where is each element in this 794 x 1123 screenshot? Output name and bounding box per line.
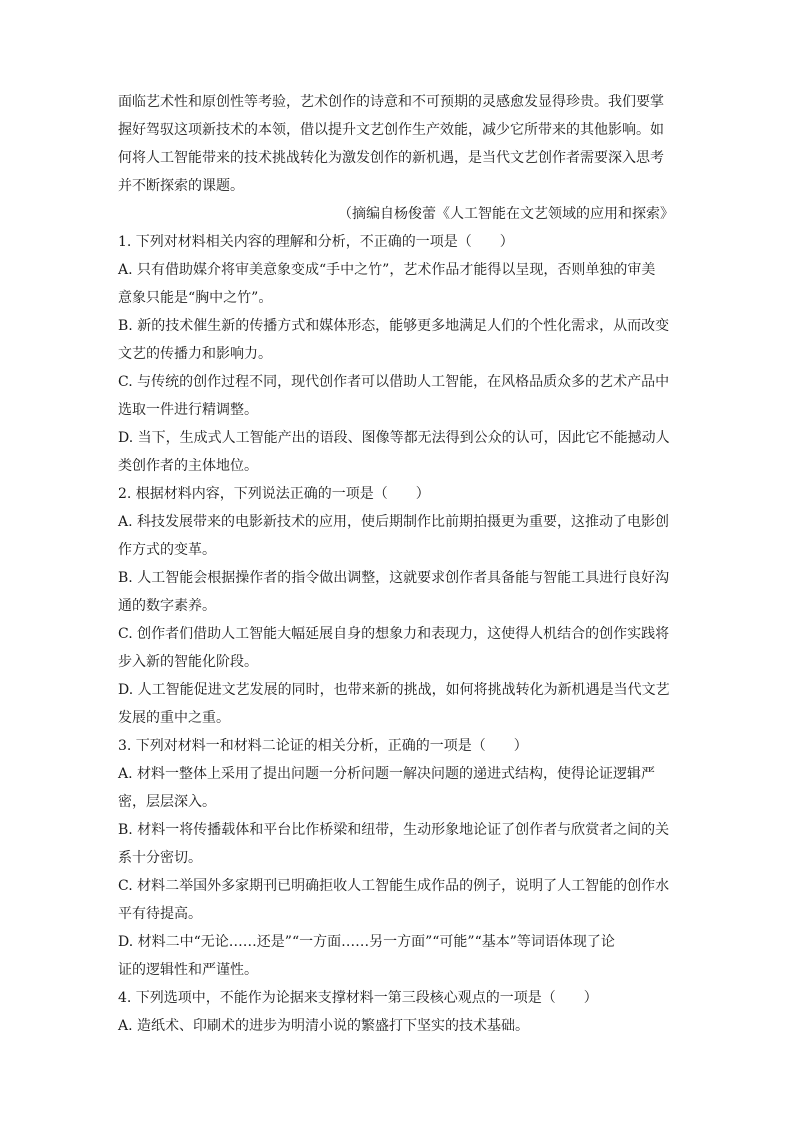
option-d: D. 人工智能促进文艺发展的同时，也带来新的挑战，如何将挑战转化为新机遇是当代文艺: [118, 682, 670, 698]
option-c-cont: 步入新的智能化阶段。: [118, 654, 258, 670]
option-a: A. 材料一整体上采用了提出问题一分析问题一解决问题的递进式结构，使得论证逻辑严: [118, 766, 656, 782]
option-d-cont: 类创作者的主体地位。: [118, 458, 258, 474]
question-stem: 4. 下列选项中，不能作为论据来支撑材料一第三段核心观点的一项是（ ）: [118, 990, 598, 1006]
option-a: A. 只有借助媒介将审美意象变成“手中之竹”，艺术作品才能得以呈现，否则单独的审美: [118, 262, 656, 278]
option-c: C. 创作者们借助人工智能大幅延展自身的想象力和表现力，这使得人机结合的创作实践将: [118, 626, 670, 642]
option-c: C. 与传统的创作过程不同，现代创作者可以借助人工智能，在风格品质众多的艺术产品中: [118, 374, 670, 390]
option-b: B. 材料一将传播载体和平台比作桥梁和纽带，生动形象地论证了创作者与欣赏者之间的关: [118, 822, 670, 838]
option-b-cont: 文艺的传播力和影响力。: [118, 346, 272, 362]
option-c-cont: 选取一件进行精调整。: [118, 402, 258, 418]
option-c: C. 材料二举国外多家期刊已明确拒收人工智能生成作品的例子，说明了人工智能的创作水: [118, 878, 670, 894]
intro-paragraph: [118, 88, 674, 200]
question-4: [118, 984, 674, 1040]
intro-line: 握好驾驭这项新技术的本领，借以提升文艺创作生产效能，减少它所带来的其他影响。如: [118, 122, 664, 138]
question-2: [118, 480, 674, 732]
option-d-cont: 证的逻辑性和严谨性。: [118, 962, 258, 978]
question-stem: 2. 根据材料内容，下列说法正确的一项是（ ）: [118, 486, 430, 502]
option-a-cont: 作方式的变革。: [118, 542, 216, 558]
option-c-cont: 平有待提高。: [118, 906, 202, 922]
option-d: D. 当下，生成式人工智能产出的语段、图像等都无法得到公众的认可，因此它不能撼动人: [118, 430, 670, 446]
question-1: [118, 228, 674, 480]
option-b: B. 新的技术催生新的传播方式和媒体形态，能够更多地满足人们的个性化需求，从而改变: [118, 318, 670, 334]
option-a-cont: 密，层层深入。: [118, 794, 216, 810]
option-d: D. 材料二中“无论……还是”“一方面……另一方面”“可能”“基本”等词语体现了论: [118, 934, 615, 950]
option-a: A. 造纸术、印刷术的进步为明清小说的繁盛打下坚实的技术基础。: [118, 1018, 530, 1034]
intro-line: 面临艺术性和原创性等考验，艺术创作的诗意和不可预期的灵感愈发显得珍贵。我们要掌: [118, 94, 664, 110]
source-citation: （摘编自杨俊蕾《人工智能在文艺领域的应用和探索》: [338, 206, 674, 222]
intro-line: 何将人工智能带来的技术挑战转化为激发创作的新机遇，是当代文艺创作者需要深入思考: [118, 150, 664, 166]
intro-line: 并不断探索的课题。: [118, 178, 244, 194]
option-b-cont: 通的数字素养。: [118, 598, 216, 614]
option-a: A. 科技发展带来的电影新技术的应用，使后期制作比前期拍摄更为重要，这推动了电影创: [118, 514, 670, 530]
option-b-cont: 系十分密切。: [118, 850, 202, 866]
option-a-cont: 意象只能是“胸中之竹”。: [118, 290, 273, 306]
question-3: [118, 732, 674, 984]
question-stem: 1. 下列对材料相关内容的理解和分析，不正确的一项是（ ）: [118, 234, 514, 250]
option-b: B. 人工智能会根据操作者的指令做出调整，这就要求创作者具备能与智能工具进行良好沟: [118, 570, 670, 586]
question-stem: 3. 下列对材料一和材料二论证的相关分析，正确的一项是（ ）: [118, 738, 528, 754]
document-page: [118, 88, 674, 1040]
option-d-cont: 发展的重中之重。: [118, 710, 230, 726]
